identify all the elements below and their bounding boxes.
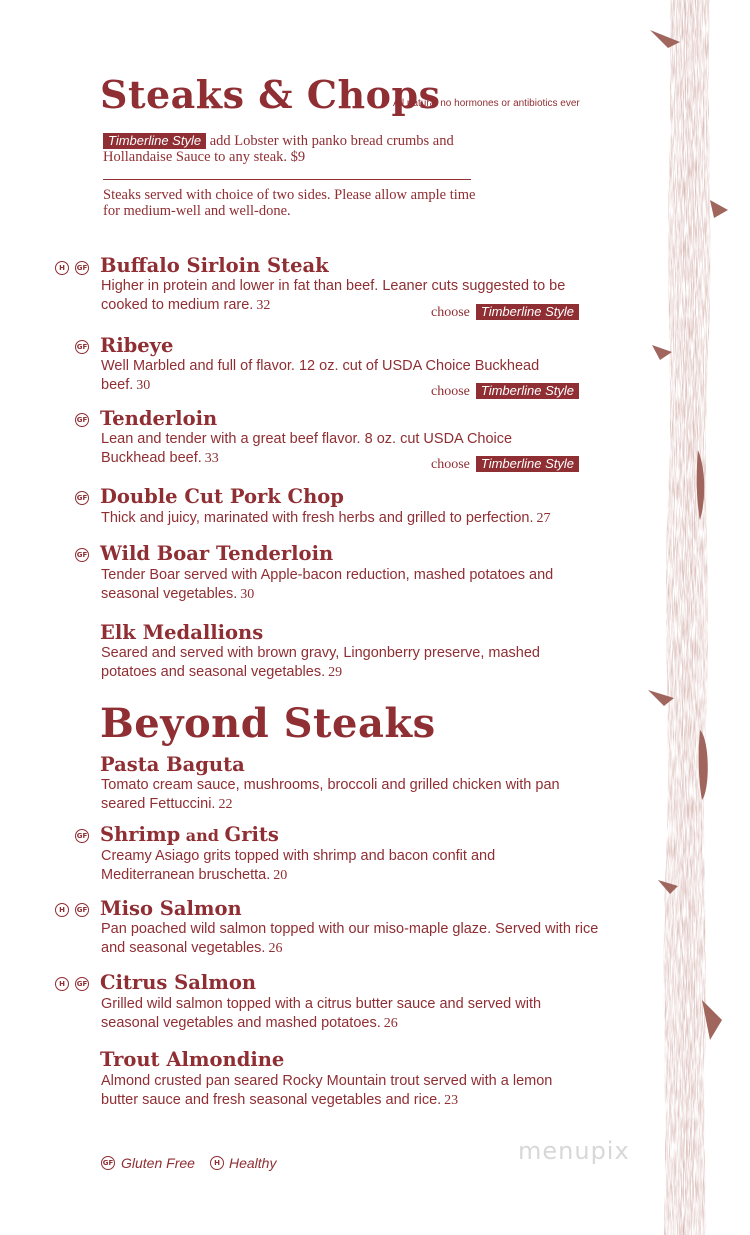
item-title: Miso Salmon [100, 897, 242, 920]
timberline-note-line2: Hollandaise Sauce to any steak. $9 [103, 149, 306, 165]
divider [103, 179, 471, 180]
legend-healthy: Healthy [229, 1155, 277, 1171]
item-title-part: and [180, 826, 225, 845]
item-title [100, 824, 279, 847]
choose-timberline [431, 383, 579, 400]
timberline-badge: Timberline Style [476, 456, 579, 472]
item-description [101, 847, 541, 885]
choose-timberline [431, 456, 579, 473]
page-title: Steaks & Chops [100, 72, 441, 117]
choose-timberline [431, 304, 579, 321]
item-desc-text: Creamy Asiago grits topped with shrimp and bacon confit and Mediterranean bruschetta. [101, 848, 496, 883]
item-desc-text: Almond crusted pan seared Rocky Mountain trout served with a lemon butter sauce and fresh seasonal vegetables and rice. [101, 1073, 553, 1108]
gluten-free-icon: GF [75, 261, 89, 275]
item-desc-text: Tender Boar served with Apple-bacon reduction, mashed potatoes and seasonal vegetables. [101, 567, 554, 602]
gluten-free-icon: GF [75, 340, 89, 354]
item-price: 26 [268, 941, 283, 956]
item-desc-text: Grilled wild salmon topped with a citrus butter sauce and served with seasonal vegetables and mashed potatoes. [101, 996, 542, 1031]
item-desc-text: Higher in protein and lower in fat than beef. Leaner cuts suggested to be cooked to medium rare. [101, 278, 566, 313]
birch-bark-decoration [640, 0, 750, 1235]
item-price: 26 [383, 1016, 398, 1031]
item-price: 32 [256, 298, 271, 313]
section-title: Beyond Steaks [100, 700, 436, 747]
item-description [101, 776, 591, 814]
item-title: Ribeye [100, 334, 174, 357]
item-price: 29 [328, 665, 343, 680]
item-desc-text: Thick and juicy, marinated with fresh herbs and grilled to perfection. [101, 510, 534, 526]
item-description [101, 509, 621, 528]
gluten-free-icon: GF [75, 903, 89, 917]
sides-note-line2: for medium-well and well-done. [103, 203, 291, 219]
item-price: 30 [136, 378, 151, 393]
item-desc-text: Lean and tender with a great beef flavor. 8 oz. cut USDA Choice Buckhead beef. [101, 431, 513, 466]
gluten-free-icon: GF [75, 829, 89, 843]
item-desc-text: Well Marbled and full of flavor. 12 oz. cut of USDA Choice Buckhead beef. [101, 358, 540, 393]
item-price: 23 [444, 1093, 459, 1108]
item-price: 20 [273, 868, 288, 883]
item-title: Elk Medallions [100, 621, 264, 644]
legend-gluten-free: Gluten Free [121, 1155, 195, 1171]
item-price: 33 [204, 451, 219, 466]
item-desc-text: Tomato cream sauce, mushrooms, broccoli and grilled chicken with pan seared Fettuccini. [101, 777, 560, 812]
tagline: All natural no hormones or antibiotics ever [393, 98, 580, 109]
item-title: Double Cut Pork Chop [100, 485, 344, 508]
sides-note [103, 187, 523, 219]
item-price: 30 [240, 587, 255, 602]
item-title: Wild Boar Tenderloin [100, 542, 334, 565]
healthy-icon: H [55, 261, 69, 275]
choose-label: choose [431, 457, 470, 472]
item-description [101, 1072, 591, 1110]
gluten-free-icon: GF [101, 1156, 115, 1170]
item-description [101, 566, 591, 604]
gluten-free-icon: GF [75, 491, 89, 505]
item-title-part: Shrimp [100, 823, 181, 846]
item-title: Tenderloin [100, 407, 218, 430]
timberline-badge: Timberline Style [476, 383, 579, 399]
item-title: Buffalo Sirloin Steak [100, 254, 329, 277]
healthy-icon: H [55, 903, 69, 917]
timberline-badge: Timberline Style [476, 304, 579, 320]
choose-label: choose [431, 305, 470, 320]
item-desc-text: Pan poached wild salmon topped with our miso-maple glaze. Served with rice and seasonal vegetables. [101, 921, 599, 956]
timberline-note-line1: add Lobster with panko bread crumbs and [206, 133, 454, 149]
item-description [101, 920, 601, 958]
item-description [101, 644, 581, 682]
timberline-badge: Timberline Style [103, 133, 206, 149]
gluten-free-icon: GF [75, 413, 89, 427]
item-price: 22 [218, 797, 233, 812]
item-title-part: Grits [224, 823, 279, 846]
healthy-icon: H [210, 1156, 224, 1170]
item-description [101, 995, 581, 1033]
gluten-free-icon: GF [75, 548, 89, 562]
item-price: 27 [536, 511, 551, 526]
item-title: Pasta Baguta [100, 753, 245, 776]
gluten-free-icon: GF [75, 977, 89, 991]
sides-note-line1: Steaks served with choice of two sides. Please allow ample time [103, 187, 476, 203]
timberline-note [103, 133, 523, 165]
item-title: Trout Almondine [100, 1048, 285, 1071]
choose-label: choose [431, 384, 470, 399]
item-desc-text: Seared and served with brown gravy, Lingonberry preserve, mashed potatoes and seasonal vegetables. [101, 645, 540, 680]
watermark: menupix [518, 1137, 630, 1165]
item-title: Citrus Salmon [100, 971, 257, 994]
healthy-icon: H [55, 977, 69, 991]
